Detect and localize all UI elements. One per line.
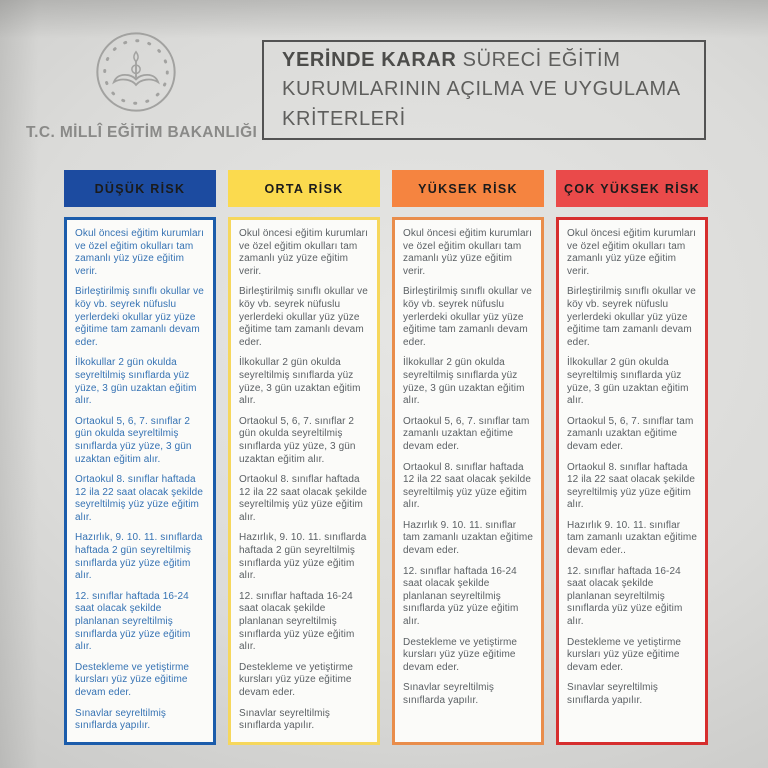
criteria-item: Okul öncesi eğitim kurumları ve özel eğitim okulları tam zamanlı yüz yüze eğitim verir.: [567, 228, 696, 277]
criteria-item: 12. sınıflar haftada 16-24 saat olacak şekilde planlanan seyreltilmiş sınıflarda yüz yüze eğitim alır.: [75, 590, 191, 653]
criteria-item: Ortaokul 8. sınıflar haftada 12 ila 22 saat olacak şekilde seyreltilmiş yüz yüze eğitim alır.: [403, 461, 531, 511]
ministry-brand: [26, 26, 258, 142]
risk-column: [392, 170, 544, 745]
criteria-item: Destekleme ve yetiştirme kursları yüz yüze eğitime devam eder.: [239, 661, 354, 698]
criteria-item: Birleştirilmiş sınıflı okullar ve köy vb. seyrek nüfuslu yerlerdeki okullar yüz yüze eğitime tam zamanlı devam eder.: [403, 286, 532, 348]
criteria-item: Birleştirilmiş sınıflı okullar ve köy vb. seyrek nüfuslu yerlerdeki okullar yüz yüze eğitime tam zamanlı devam eder.: [567, 286, 696, 348]
criteria-item: Ortaokul 8. sınıflar haftada 12 ila 22 saat olacak şekilde seyreltilmiş yüz yüze eğitim alır.: [567, 461, 695, 511]
risk-header: DÜŞÜK RİSK: [64, 170, 216, 207]
criteria-item: İlkokullar 2 gün okulda seyreltilmiş sınıflarda yüz yüze, 3 gün uzaktan eğitim alır.: [403, 357, 525, 407]
risk-column: [228, 170, 380, 745]
criteria-item: Birleştirilmiş sınıflı okullar ve köy vb. seyrek nüfuslu yerlerdeki okullar yüz yüze eğitime tam zamanlı devam eder.: [75, 286, 204, 348]
criteria-item: Ortaokul 8. sınıflar haftada 12 ila 22 saat olacak şekilde seyreltilmiş yüz yüze eğitim alır.: [75, 474, 203, 523]
criteria-item: Sınavlar seyreltilmiş sınıflarda yapılır.: [403, 682, 495, 706]
criteria-item: İlkokullar 2 gün okulda seyreltilmiş sınıflarda yüz yüze, 3 gün uzaktan eğitim alır.: [239, 357, 361, 407]
criteria-item: Hazırlık, 9. 10. 11. sınıflarda haftada 2 gün seyreltilmiş sınıflarda yüz yüze eğitim alır.: [239, 532, 367, 582]
criteria-item: Hazırlık 9. 10. 11. sınıflar tam zamanlı uzaktan eğitime devam eder..: [567, 519, 697, 557]
criteria-item: İlkokullar 2 gün okulda seyreltilmiş sınıflarda yüz yüze, 3 gün uzaktan eğitim alır.: [75, 357, 197, 407]
criteria-item: 12. sınıflar haftada 16-24 saat olacak şekilde planlanan seyreltilmiş sınıflarda yüz yüze eğitim alır.: [403, 565, 519, 628]
page-title-bold: YERİNDE KARAR: [282, 48, 463, 71]
criteria-item: 12. sınıflar haftada 16-24 saat olacak şekilde planlanan seyreltilmiş sınıflarda yüz yüze eğitim alır.: [239, 590, 355, 653]
criteria-item: Hazırlık 9. 10. 11. sınıflar tam zamanlı uzaktan eğitime devam eder.: [403, 519, 533, 557]
criteria-item: Ortaokul 5, 6, 7. sınıflar 2 gün okulda seyreltilmiş sınıflarda yüz yüze, 3 gün uzaktan eğitim alır.: [75, 415, 192, 465]
risk-header: YÜKSEK RİSK: [392, 170, 544, 207]
criteria-item: 12. sınıflar haftada 16-24 saat olacak şekilde planlanan seyreltilmiş sınıflarda yüz yüze eğitim alır.: [567, 565, 683, 628]
criteria-box: [228, 217, 380, 745]
criteria-item: Ortaokul 5, 6, 7. sınıflar tam zamanlı uzaktan eğitime devam eder.: [403, 415, 530, 452]
risk-column: [556, 170, 708, 745]
page-title: [264, 36, 704, 145]
criteria-box: [392, 217, 544, 745]
criteria-item: Okul öncesi eğitim kurumları ve özel eğitim okulları tam zamanlı yüz yüze eğitim verir.: [239, 228, 368, 277]
title-box: [262, 40, 706, 140]
criteria-item: Destekleme ve yetiştirme kursları yüz yüze eğitime devam eder.: [75, 661, 190, 698]
criteria-item: Hazırlık, 9. 10. 11. sınıflarda haftada 2 gün seyreltilmiş sınıflarda yüz yüze eğitim alır.: [75, 532, 203, 582]
risk-header: ORTA RİSK: [228, 170, 380, 207]
criteria-item: Ortaokul 8. sınıflar haftada 12 ila 22 saat olacak şekilde seyreltilmiş yüz yüze eğitim alır.: [239, 474, 367, 523]
criteria-item: Sınavlar seyreltilmiş sınıflarda yapılır.: [567, 682, 659, 706]
criteria-item: Sınavlar seyreltilmiş sınıflarda yapılır.: [239, 707, 331, 732]
criteria-item: Destekleme ve yetiştirme kursları yüz yüze eğitime devam eder.: [567, 636, 682, 673]
criteria-item: Ortaokul 5, 6, 7. sınıflar 2 gün okulda seyreltilmiş sınıflarda yüz yüze, 3 gün uzaktan eğitim alır.: [239, 415, 356, 465]
criteria-box: [556, 217, 708, 745]
ministry-name: T.C. MİLLÎ EĞİTİM BAKANLIĞI: [26, 124, 258, 141]
page-title-rest: SÜRECİ EĞİTİM KURUMLARININ AÇILMA VE UYGULAMA KRİTERLERİ: [282, 48, 680, 130]
criteria-item: Sınavlar seyreltilmiş sınıflarda yapılır.: [75, 707, 167, 732]
criteria-item: Birleştirilmiş sınıflı okullar ve köy vb. seyrek nüfuslu yerlerdeki okullar yüz yüze eğitime tam zamanlı devam eder.: [239, 286, 368, 348]
meb-emblem-icon: [90, 26, 182, 118]
criteria-item: Okul öncesi eğitim kurumları ve özel eğitim okulları tam zamanlı yüz yüze eğitim verir.: [403, 228, 532, 277]
risk-column: [64, 170, 216, 745]
criteria-item: Destekleme ve yetiştirme kursları yüz yüze eğitime devam eder.: [403, 636, 518, 673]
criteria-item: Ortaokul 5, 6, 7. sınıflar tam zamanlı uzaktan eğitime devam eder.: [567, 415, 694, 452]
criteria-box: [64, 217, 216, 745]
criteria-item: İlkokullar 2 gün okulda seyreltilmiş sınıflarda yüz yüze, 3 gün uzaktan eğitim alır.: [567, 357, 689, 407]
criteria-item: Okul öncesi eğitim kurumları ve özel eğitim okulları tam zamanlı yüz yüze eğitim verir.: [75, 228, 204, 277]
risk-columns: [64, 170, 708, 745]
risk-header: ÇOK YÜKSEK RİSK: [556, 170, 708, 207]
